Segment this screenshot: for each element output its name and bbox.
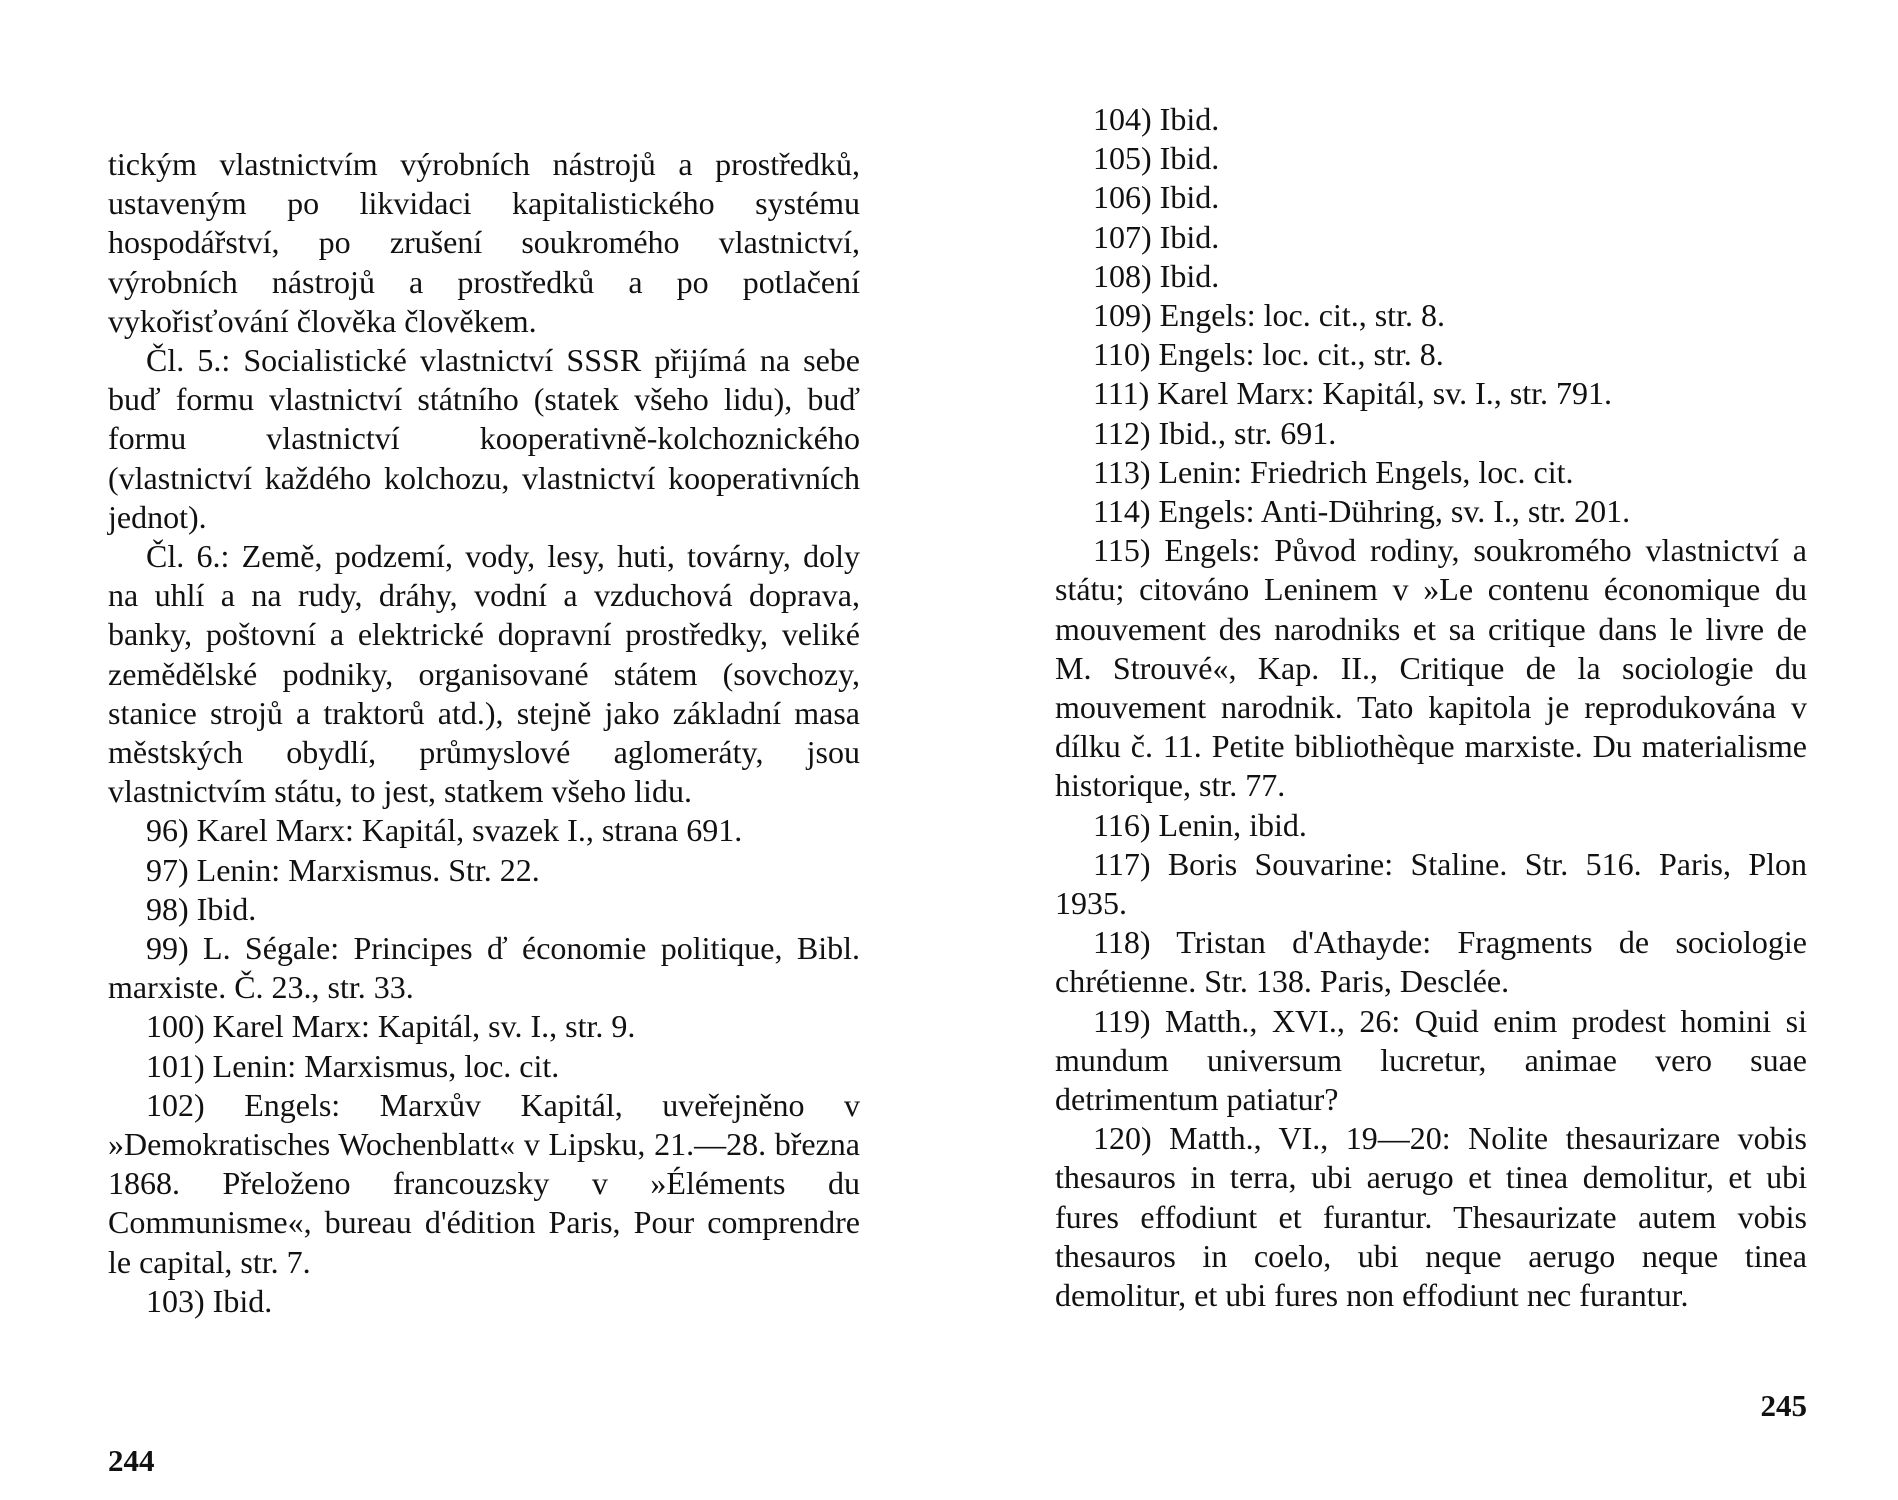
right-page-text [1055,100,1807,1315]
footnote-116: 116) Lenin, ibid. [1093,806,1307,843]
footnote-97: 97) Lenin: Marxismus. Str. 22. [146,851,540,888]
footnote-108: 108) Ibid. [1093,257,1220,294]
footnote-104: 104) Ibid. [1093,101,1220,137]
footnote-109: 109) Engels: loc. cit., str. 8. [1093,297,1445,334]
paragraph-article-5: Čl. 5.: Socialistické vlastnictví SSSR přijímá na sebe buď formu vlastnictví státního (statek všeho lidu), buď formu vlastnictví kooperativně-kolchoznického (vlastnictví každého kolchozu, vlastnictví kooperativních jednot). [108,342,860,535]
footnote-118: 118) Tristan d'Athayde: Fragments de sociologie chrétienne. Str. 138. Paris, Desclée. [1055,924,1807,1000]
footnote-102: 102) Engels: Marxův Kapitál, uveřejněno v »Demokratisches Wochenblatt« v Lipsku, 21.—28. března 1868. Přeloženo francouzsky v »Éléments du Communisme«, bureau d'édition Paris, Pour comprendre le capital, str. 7. [108,1086,860,1280]
footnote-113: 113) Lenin: Friedrich Engels, loc. cit. [1093,453,1574,490]
paragraph-continued: tickým vlastnictvím výrobních nástrojů a prostředků, ustaveným po likvidaci kapitalistického systému hospodářství, po zrušení soukromého vlastnictví, výrobních nástrojů a prostředků a po potlačení vykořisťování člověka člověkem. [108,146,860,339]
page-number-left: 244 [108,1443,155,1478]
left-page [108,0,860,1500]
footnote-98: 98) Ibid. [146,890,257,927]
footnote-99: 99) L. Ségale: Principes ď économie politique, Bibl. marxiste. Č. 23., str. 33. [108,930,860,1006]
footnote-96: 96) Karel Marx: Kapitál, svazek I., strana 691. [146,812,743,849]
footnote-115: 115) Engels: Původ rodiny, soukromého vlastnictví a státu; citováno Leninem v »Le contenu économique du mouvement des narodniks et sa critique dans le livre de M. Strouvé«, Kap. II., Critique de la sociologie du mouvement narodnik. Tato kapitola je reprodukována v dílku č. 11. Petite bibliothèque marxiste. Du materialisme historique, str. 77. [1055,532,1807,804]
right-page [1055,0,1807,1500]
left-page-text [108,145,860,1321]
footnote-110: 110) Engels: loc. cit., str. 8. [1093,336,1444,373]
paragraph-article-6: Čl. 6.: Země, podzemí, vody, lesy, huti, továrny, doly na uhlí a na rudy, dráhy, vodní a vzduchová doprava, banky, poštovní a elektrické dopravní prostředky, veliké zemědělské podniky, organisované státem (sovchozy, stanice strojů a traktorů atd.), stejně jako základní masa městských obydlí, průmyslové aglomeráty, jsou vlastnictvím státu, to jest, statkem všeho lidu. [108,538,860,810]
footnote-100: 100) Karel Marx: Kapitál, sv. I., str. 9. [146,1008,636,1045]
footnote-101: 101) Lenin: Marxismus, loc. cit. [146,1047,560,1084]
page-number-right: 245 [1760,1388,1807,1423]
footnote-103: 103) Ibid. [146,1282,273,1319]
footnote-112: 112) Ibid., str. 691. [1093,414,1337,451]
footnote-114: 114) Engels: Anti-Dühring, sv. I., str. 201. [1093,493,1631,530]
footnote-117: 117) Boris Souvarine: Staline. Str. 516. Paris, Plon 1935. [1055,845,1807,922]
footnote-107: 107) Ibid. [1093,218,1220,255]
footnote-106: 106) Ibid. [1093,179,1220,216]
footnote-105: 105) Ibid. [1093,140,1220,177]
footnote-120: 120) Matth., VI., 19—20: Nolite thesaurizare vobis thesauros in terra, ubi aerugo et tinea demolitur, et ubi fures effodiunt et furantur. Thesaurizate autem vobis thesauros in coelo, ubi neque aerugo neque tinea demolitur, et ubi fures non effodiunt nec furantur. [1055,1120,1807,1314]
footnote-119: 119) Matth., XVI., 26: Quid enim prodest homini si mundum universum lucretur, animae vero suae detrimentum patiatur? [1055,1002,1807,1118]
footnote-111: 111) Karel Marx: Kapitál, sv. I., str. 791. [1093,375,1612,412]
